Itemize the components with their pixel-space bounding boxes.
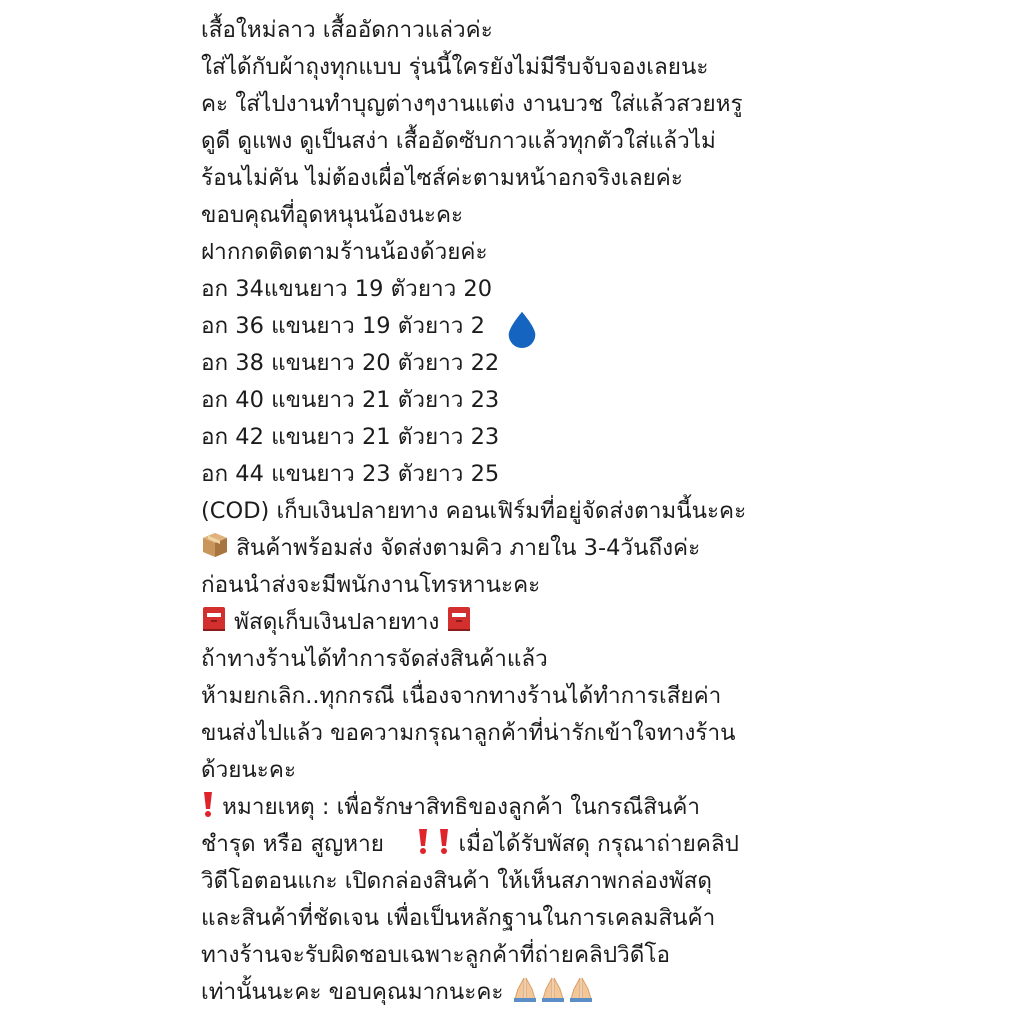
description-line: ใส่ได้กับผ้าถุงทุกแบบ รุ่นนี้ใครยังไม่มีรีบจับจองเลยนะ [201,54,709,80]
description-line: ร้อนไม่คัน ไม่ต้องเผื่อไซส์ค่ะตามหน้าอกจริงเลยค่ะ [201,165,683,191]
parcel-text: พัสดุเก็บเงินปลายทาง [234,609,440,635]
folded-hands-icon [511,975,539,1003]
description-line: ดูดี ดูแพง ดูเป็นสง่า เสื้ออัดซับกาวแล้วทุกตัวใส่แล้วไม่ [201,128,716,154]
postbox-icon [446,605,472,633]
cancel-line: ขนส่งไปแล้ว ขอความกรุณาลูกค้าที่น่ารักเข้าใจทางร้าน [201,720,736,746]
cancel-line: ห้ามยกเลิก..ทุกกรณี เนื่องจากทางร้านได้ทำการเสียค่า [201,683,722,709]
size-row: อก 40 แขนยาว 21 ตัวยาว 23 [201,387,500,413]
closing-text: เท่านั้นนะคะ ขอบคุณมากนะคะ [201,979,504,1005]
shipping-line [201,530,700,566]
cancel-line: ด้วยนะคะ [201,757,297,783]
thanks-line: ขอบคุณที่อุดหนุนน้องนะคะ [201,202,464,228]
post-title: เสื้อใหม่ลาว เสื้ออัดกาวแล่วค่ะ [201,17,493,43]
note-text: เมื่อได้รับพัสดุ กรุณาถ่ายคลิป [458,831,739,857]
size-row: อก 34แขนยาว 19 ตัวยาว 20 [201,276,493,302]
note-line [201,826,739,862]
size-row: อก 36 แขนยาว 19 ตัวยาว 2 [201,313,485,339]
size-row: อก 44 แขนยาว 23 ตัวยาว 25 [201,461,500,487]
note-line: วิดีโอตอนแกะ เปิดกล่องสินค้า ให้เห็นสภาพกล่องพัสดุ [201,868,712,894]
note-line: ทางร้านจะรับผิดชอบเฉพาะลูกค้าที่ถ่ายคลิปวิดีโอ [201,942,670,968]
folded-hands-icon [567,975,595,1003]
closing-line [201,974,595,1010]
folded-hands-icon [539,975,567,1003]
size-row: อก 38 แขนยาว 20 ตัวยาว 22 [201,350,500,376]
postbox-icon [201,605,227,633]
package-icon [201,531,229,559]
note-line [201,789,700,825]
note-text: หมายเหตุ : เพื่อรักษาสิทธิของลูกค้า ในกรณีสินค้า [222,794,701,820]
parcel-line [201,604,472,640]
exclamation-icon [416,827,430,855]
follow-line: ฝากกดติดตามร้านน้องด้วยค่ะ [201,239,488,265]
cancel-line: ถ้าทางร้านได้ทำการจัดส่งสินค้าแล้ว [201,646,548,672]
note-line: และสินค้าที่ชัดเจน เพื่อเป็นหลักฐานในการเคลมสินค้า [201,905,716,931]
exclamation-icon [201,790,215,818]
description-line: คะ ใส่ไปงานทำบุญต่างๆงานแต่ง งานบวช ใส่แล้วสวยหรู [201,91,743,117]
shipping-text: สินค้าพร้อมส่ง จัดส่งตามคิว ภายใน 3-4วันถึงค่ะ [236,535,701,561]
cod-line: (COD) เก็บเงินปลายทาง คอนเฟิร์มที่อยู่จัดส่งตามนี้นะคะ [201,498,747,524]
call-line: ก่อนนำส่งจะมีพนักงานโทรหานะคะ [201,572,541,598]
note-text: ชำรุด หรือ สูญหาย [201,831,384,857]
exclamation-icon [437,827,451,855]
water-drop-icon [503,310,541,348]
size-row: อก 42 แขนยาว 21 ตัวยาว 23 [201,424,500,450]
